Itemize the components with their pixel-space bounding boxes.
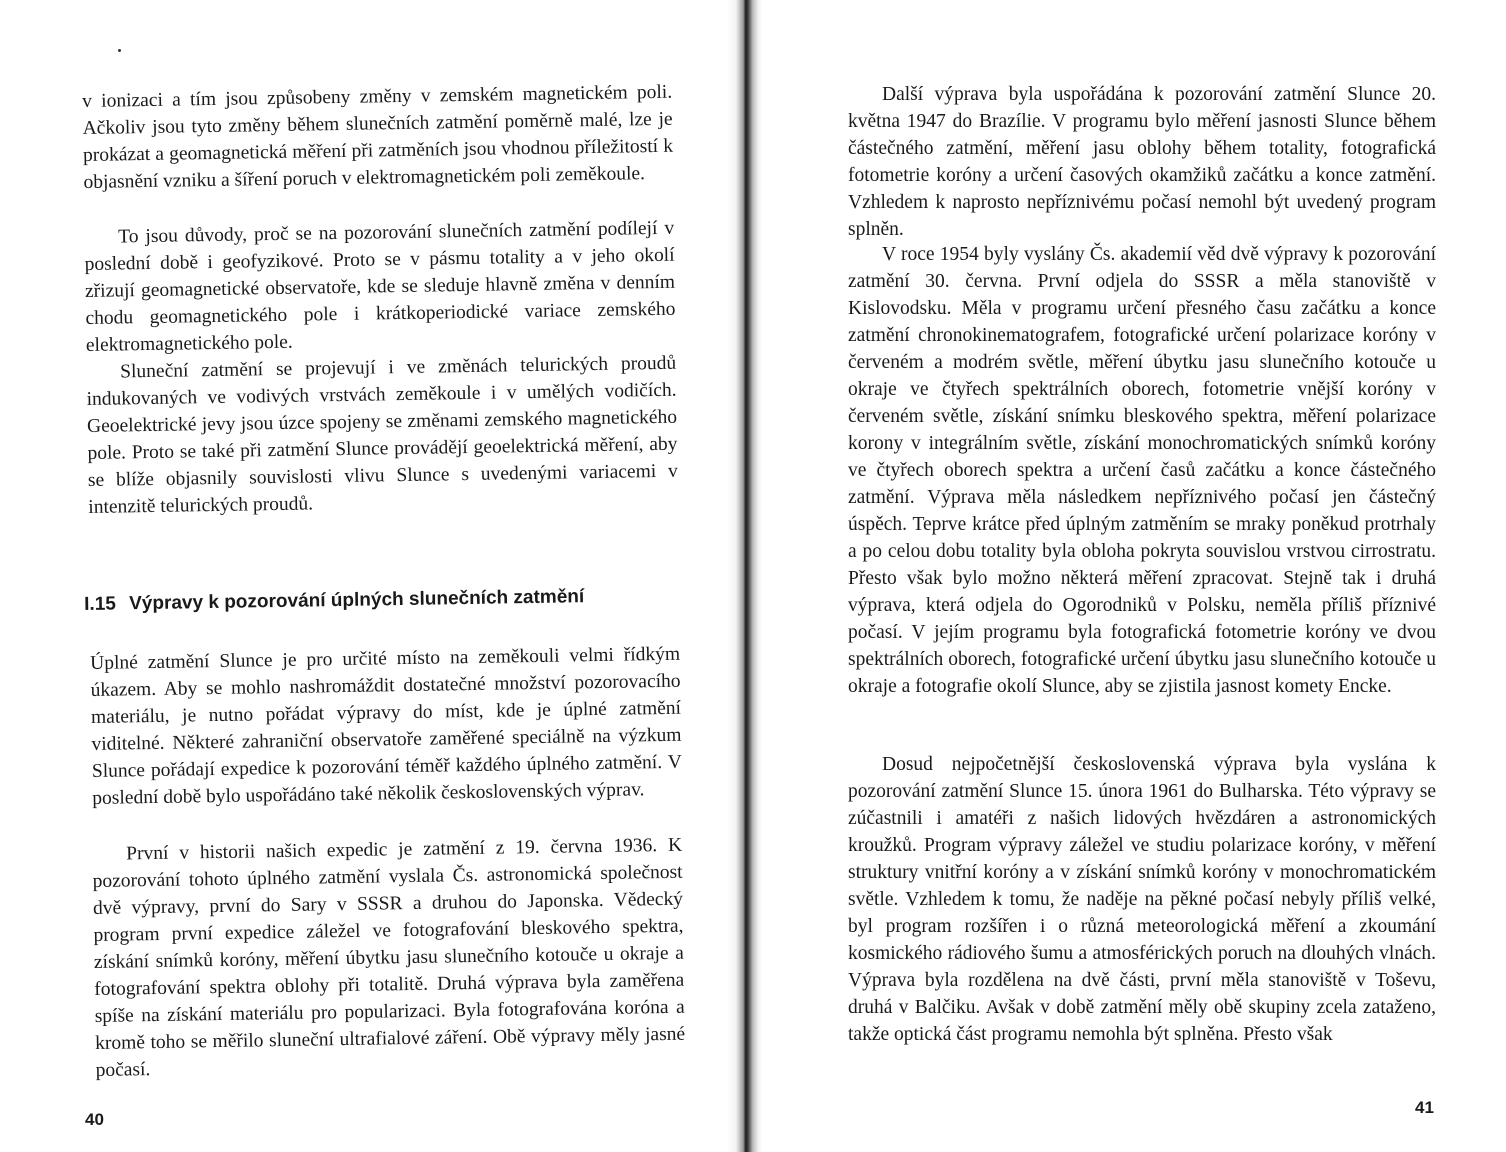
- section-number: I.15: [84, 593, 117, 615]
- left-paragraph-1: v ionizaci a tím jsou způsobeny změny v zemském magnetickém poli. Ačkoliv jsou tyto změny během slunečních zatmění poměrně malé, lze je prokázat a geomagnetická měření při zatměních jsou vhodnou příležitostí k objasnění vzniku a šíření poruch v elektromagnetickém poli zeměkoule.: [82, 81, 674, 193]
- left-paragraph-3: Sluneční zatmění se projevují i ve změnách telurických proudů indukovaných ve vodivých vrstvách zeměkoule i v umělých vodičích. Geoelektrické jevy jsou úzce spojeny se změnami zemského magnetického pole. Proto se také při zatmění Slunce provádějí geoelektrická měření, aby se blíže objasnily souvislosti vlivu Slunce s uvedenými variacemi v intenzitě telurických proudů.: [86, 352, 679, 518]
- left-paragraph-2: To jsou důvody, proč se na pozorování slunečních zatmění podílejí v poslední době i geofyzikové. Proto se v pásmu totality a v jeho okolí zřizují geomagnetické observatoře, kde se sleduje hlavně změna v denním chodu geomagnetického pole i krátkoperiodické variace zemského elektromagnetického pole.: [84, 217, 676, 356]
- section-title: Výpravy k pozorování úplných slunečních zatmění: [129, 586, 585, 615]
- right-paragraph-1: Další výprava byla uspořádána k pozorování zatmění Slunce 20. května 1947 do Brazílie. V programu bylo měření jasnosti Slunce během částečného zatmění, měření jasu oblohy během totality, fotografická fotometrie koróny a určení časových okamžiků začátku a konce zatmění. Vzhledem k naprosto nepříznivému počasí nemohl být uvedený program splněn.: [848, 84, 1436, 240]
- right-paragraph-3: Dosud nejpočetnější československá výprava byla vyslána k pozorování zatmění Slunce 15. února 1961 do Bulharska. Této výpravy se zúčastnili i amatéři z našich lidových hvězdáren a astronomických kroužků. Program výpravy záležel ve studiu polarizace koróny, v měření struktury vnitřní koróny a v získání snímků koróny v monochromatickém světle. Vzhledem k tomu, že naděje na pěkné počasí nebyly příliš velké, byl program rozšířen i o různá meteorologická měření a zkoumání kosmického rádiového šumu a atmosférických poruch na dlouhých vlnách. Výprava byla rozdělena na dvě části, první měla stanoviště v Toševu, druhá v Balčiku. Avšak v době zatmění měly obě skupiny zcela zataženo, takže optická část programu nemohla být splněna. Přesto však: [848, 754, 1436, 1045]
- section-paragraph-2: První v historii našich expedic je zatmění z 19. června 1936. K pozorování tohoto úplného zatmění vyslala Čs. astronomická společnost dvě výpravy, první do Sary v SSSR a druhou do Japonska. Vědecký program první expedice záležel ve fotografování bleskového spektra, získání snímků koróny, měření úbytku jasu slunečního kotouče u okraje a fotografování spektra oblohy při totalitě. Druhá výprava byla zaměřena spíše na získání materiálu pro popularizaci. Byla fotografována koróna a kromě toho se měřilo sluneční ultrafialové záření. Obě výpravy měly jasné počasí.: [92, 834, 686, 1081]
- book-gutter: [727, 0, 763, 1152]
- page-number-right: 41: [1415, 1098, 1434, 1117]
- scan-speck: [118, 49, 121, 52]
- page-number-left: 40: [85, 1110, 104, 1129]
- section-paragraph-1: Úplné zatmění Slunce je pro určité místo na zeměkouli velmi řídkým úkazem. Aby se mohlo nashromáždit dostatečné množství pozorovacího materiálu, je nutno pořádat výpravy do míst, kde je úplné zatmění viditelné. Některé zahraniční observatoře zaměřené speciálně na výzkum Slunce pořádají expedice k pozorování téměř každého úplného zatmění. V poslední době bylo uspořádáno také několik československých výprav.: [90, 643, 683, 809]
- right-paragraph-2: V roce 1954 byly vyslány Čs. akademií věd dvě výpravy k pozorování zatmění 30. června. První odjela do SSSR a měla stanoviště v Kislovodsku. Měla v programu určení přesného času začátku a konce zatmění chronokinematografem, fotografické určení polarizace koróny v červeném a modrém světle, měření úbytku jasu slunečního kotouče u okraje ve čtyřech spektrálních oborech, fotometrie vnější koróny v červeném světle, získání snímku bleskového spektra, měření polarizace korony v integrálním světle, získání monochromatických snímků koróny ve čtyřech oborech spektra a určení časů začátku a konce částečného zatmění. Výprava měla následkem nepříznivého počasí jen částečný úspěch. Teprve krátce před úplným zatměním se mraky poněkud protrhaly a po celou dobu totality byla obloha pokryta souvislou vrstvou cirrostratu. Přesto však bylo možno některá měření zpracovat. Stejně tak i druhá výprava, která odjela do Ogorodniků v Polsku, neměla příliš příznivé počasí. V jejím programu byla fotografická fotometrie koróny ve dvou spektrálních oborech, fotografické určení úbytku jasu slunečního kotouče u okraje a fotografie okolí Slunce, aby se zjistila jasnost komety Encke.: [848, 244, 1436, 697]
